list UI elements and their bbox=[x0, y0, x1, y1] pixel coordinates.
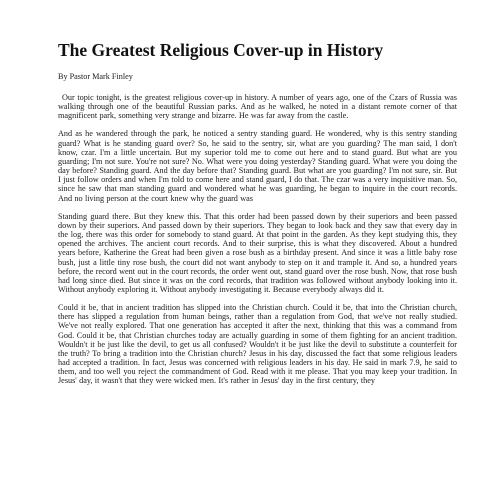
paragraph-2: And as he wandered through the park, he noticed a sentry standing guard. He wondered, why is this sentry standing guard? What is he standing guard over? So, he said to the sentry, sir, what are you guarding? The man said, I don't know, czar. I'm a little uncertain. But my superior told me to come out here and to stand guard. But what are you guarding; I'm not sure. You're not sure? No. What were you doing yesterday? Standing guard. What were you doing the day before? Standing guard. And the day before that? Standing guard. But what are you guarding? I'm not sure, sir. But I just follow orders and when I'm told to come here and stand guard, I do that. The czar was a very inquisitive man. So, since he saw that man standing guard and wondered what he was guarding, he began to inquire in the court records. And no living person at the court knew why the guard was bbox=[58, 129, 457, 203]
paragraph-4: Could it be, that in ancient tradition has slipped into the Christian church. Could it be, that into the Christian church, there has slipped a regulation from human beings, rather than a regulation from God, that we've not really studied. We've not really explored. That one generation has accepted it after the next, thinking that this was a command from God. Could it be, that Christian churches today are actually guarding in some of them fighting for an ancient tradition. Wouldn't it be just like the devil, to get us all confused? Wouldn't it be just like the devil to substitute a counterfeit for the truth? To bring a tradition into the Christian church? Jesus in his day, discussed the fact that some religious leaders had accepted a tradition. In fact, Jesus was concerned with religious leaders in his day. He said in mark 7.9, he said to them, and too well you reject the commandment of God. Read with it me please. That you may keep your tradition. In Jesus' day, it wasn't that they were wicked men. It's rather in Jesus' day in the first century, they bbox=[58, 303, 457, 386]
paragraph-1: Our topic tonight, is the greatest religious cover-up in history. A number of years ago, one of the Czars of Russia was walking through one of the beautiful Russian parks. And as he walked, he noted in a distant remote corner of that magnificent park, something very strange and bizarre. He was far away from the castle. bbox=[58, 93, 457, 121]
document-title: The Greatest Religious Cover-up in History bbox=[58, 40, 384, 60]
paragraph-3: Standing guard there. But they knew this. That this order had been passed down by their superiors and been passed down by their superiors. And passed down by their superiors. They began to look back and they saw that every day in the log, there was this order for somebody to stand guard. At that point in the garden. As they kept studying this, they opened the archives. The ancient court records. And to their surprise, this is what they discovered. About a hundred years before, Katherine the Great had been given a rose bush as a birthday present. And since it was a little baby rose bush, just a little tiny rose bush, the court did not want anybody to step on it and trample it. And so, a hundred years before, the record went out in the court records, the order went out, stand guard over the rose bush. Now, that rose bush had long since died. But since it was on the cord records, that tradition was followed without anybody looking into it. Without anybody exploring it. Without anybody investigating it. Because everybody always did it. bbox=[58, 211, 457, 294]
author-byline: By Pastor Mark Finley bbox=[58, 72, 133, 81]
